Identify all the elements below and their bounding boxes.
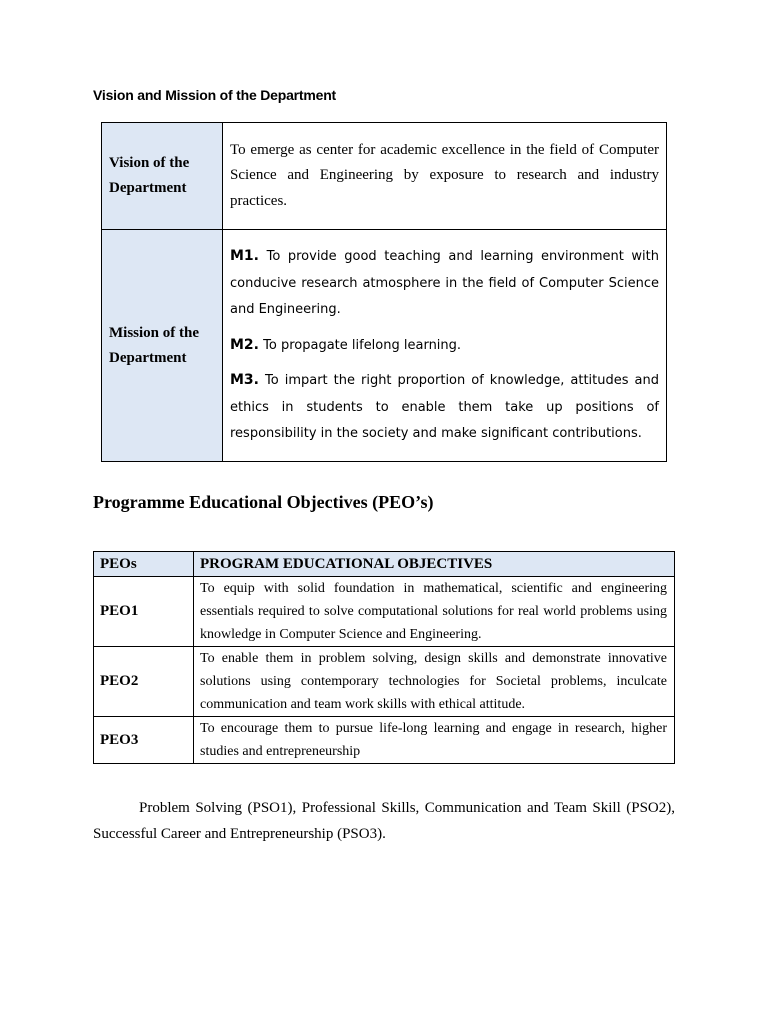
peo-col-header-objectives: PROGRAM EDUCATIONAL OBJECTIVES (194, 552, 675, 577)
pso-paragraph: Problem Solving (PSO1), Professional Skills, Communication and Team Skill (PSO2), Successful Career and Entrepreneurship (PSO3). (93, 800, 675, 842)
vision-text: To emerge as center for academic excellence in the field of Computer Science and Engineering by exposure to research and industry practices. (223, 123, 667, 230)
mission-number: M1. (230, 248, 259, 265)
peo-col-header-id: PEOs (94, 552, 194, 577)
mission-row (102, 230, 667, 462)
vision-label: Vision of the Department (102, 123, 223, 230)
vision-mission-table (101, 122, 667, 462)
peo-table (93, 551, 675, 764)
mission-item (230, 332, 659, 360)
table-row (94, 647, 675, 717)
peo-description: To equip with solid foundation in mathematical, scientific and engineering essentials required to solve computational solutions for real world problems using knowledge in Computer Science and Engineering. (194, 577, 675, 647)
vision-row (102, 123, 667, 230)
table-row (94, 577, 675, 647)
peo-table-header (94, 552, 675, 577)
peo-id: PEO3 (94, 717, 194, 764)
peo-description: To enable them in problem solving, design skills and demonstrate innovative solutions using contemporary technologies for Societal problems, inculcate communication and team work skills with ethical attitude. (194, 647, 675, 717)
peo-id: PEO1 (94, 577, 194, 647)
vision-mission-heading: Vision and Mission of the Department (93, 87, 337, 103)
mission-cell (223, 230, 667, 462)
mission-number: M2. (230, 336, 259, 353)
mission-number: M3. (230, 372, 259, 389)
mission-text: To propagate lifelong learning. (263, 337, 462, 353)
peo-id: PEO2 (94, 647, 194, 717)
peo-description: To encourage them to pursue life-long learning and engage in research, higher studies and entrepreneurship (194, 717, 675, 764)
mission-text: To impart the right proportion of knowledge, attitudes and ethics in students to enable them take up positions of responsibility in the society and make significant contributions. (230, 373, 659, 442)
mission-text: To provide good teaching and learning environment with conducive research atmosphere in the field of Computer Science and Engineering. (230, 249, 659, 318)
mission-item (230, 243, 659, 324)
peo-heading: Programme Educational Objectives (PEO’s) (93, 492, 434, 512)
mission-item (230, 367, 659, 448)
table-row (94, 717, 675, 764)
mission-label: Mission of the Department (102, 230, 223, 462)
